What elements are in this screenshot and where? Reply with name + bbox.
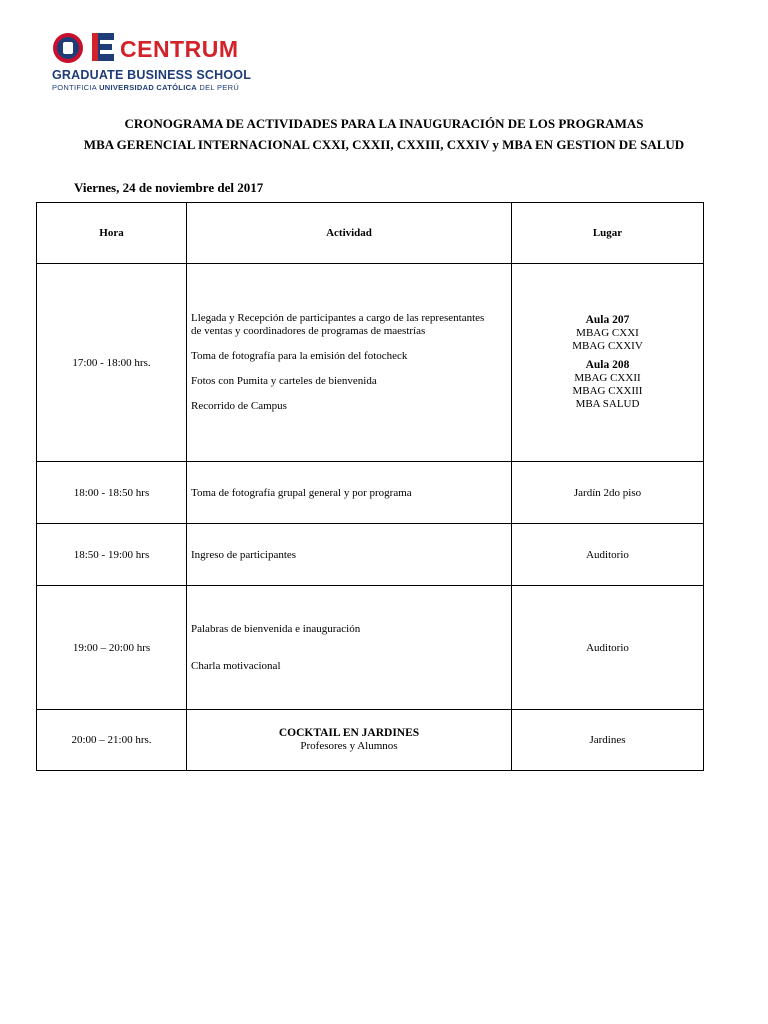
actividad-line: de ventas y coordinadores de programas de maestrías bbox=[191, 325, 426, 337]
lugar-room: Aula 207 bbox=[585, 314, 630, 326]
row-actividad: Toma de fotografía grupal general y por programa bbox=[187, 462, 512, 524]
lugar-program: MBAG CXXII bbox=[574, 372, 641, 384]
table-row bbox=[37, 524, 704, 586]
lugar-program: MBAG CXXI bbox=[576, 327, 639, 339]
row-hora: 18:50 - 19:00 hrs bbox=[37, 524, 187, 586]
university-suffix: DEL PERÚ bbox=[197, 83, 240, 92]
table-row bbox=[37, 586, 704, 710]
university-seal-icon bbox=[53, 33, 83, 63]
actividad-line: Profesores y Alumnos bbox=[300, 740, 398, 752]
row-lugar bbox=[512, 264, 704, 462]
row-hora: 18:00 - 18:50 hrs bbox=[37, 462, 187, 524]
row-lugar: Jardines bbox=[512, 710, 704, 771]
event-date: Viernes, 24 de noviembre del 2017 bbox=[74, 180, 264, 195]
actividad-line: COCKTAIL EN JARDINES bbox=[278, 727, 420, 739]
brand-name: CENTRUM bbox=[120, 36, 239, 62]
university-bold: UNIVERSIDAD CATÓLICA bbox=[99, 83, 198, 92]
row-hora: 17:00 - 18:00 hrs. bbox=[37, 264, 187, 462]
logo-brand-row bbox=[50, 30, 255, 66]
table-row bbox=[37, 264, 704, 462]
lugar-program: MBAG CXXIV bbox=[572, 340, 643, 352]
row-lugar: Auditorio bbox=[512, 524, 704, 586]
row-actividad bbox=[187, 710, 512, 771]
document-title-line-2: MBA GERENCIAL INTERNACIONAL CXXI, CXXII, CXXIII, CXXIV y MBA EN GESTION DE SALUD bbox=[83, 137, 685, 152]
document-title-line-1: CRONOGRAMA DE ACTIVIDADES PARA LA INAUGURACIÓN DE LOS PROGRAMAS bbox=[124, 116, 644, 131]
schedule-table bbox=[36, 202, 704, 771]
lugar-program: MBAG CXXIII bbox=[572, 385, 643, 397]
row-actividad: Ingreso de participantes bbox=[187, 524, 512, 586]
header-actividad: Actividad bbox=[187, 203, 512, 264]
row-actividad bbox=[187, 264, 512, 462]
actividad-line: Toma de fotografía para la emisión del fotocheck bbox=[191, 350, 408, 362]
actividad-line: Charla motivacional bbox=[191, 659, 281, 672]
table-header-row bbox=[37, 203, 704, 264]
actividad-line: Palabras de bienvenida e inauguración bbox=[191, 622, 361, 635]
university-name bbox=[52, 83, 239, 92]
lugar-room: Aula 208 bbox=[585, 359, 630, 371]
header-lugar: Lugar bbox=[512, 203, 704, 264]
header-hora: Hora bbox=[37, 203, 187, 264]
actividad-line: Llegada y Recepción de participantes a cargo de las representantes bbox=[191, 312, 485, 324]
actividad-line: Recorrido de Campus bbox=[191, 400, 287, 412]
lugar-program: MBA SALUD bbox=[575, 398, 640, 410]
centrum-logo bbox=[50, 30, 255, 94]
table-row bbox=[37, 710, 704, 771]
centrum-e-icon bbox=[88, 30, 118, 64]
row-actividad bbox=[187, 586, 512, 710]
actividad-line: Fotos con Pumita y carteles de bienvenida bbox=[191, 375, 377, 387]
school-name: GRADUATE BUSINESS SCHOOL bbox=[52, 68, 252, 82]
university-prefix: PONTIFICIA bbox=[52, 83, 100, 92]
table-row bbox=[37, 462, 704, 524]
row-lugar: Auditorio bbox=[512, 586, 704, 710]
row-hora: 20:00 – 21:00 hrs. bbox=[37, 710, 187, 771]
row-lugar: Jardín 2do piso bbox=[512, 462, 704, 524]
row-hora: 19:00 – 20:00 hrs bbox=[37, 586, 187, 710]
